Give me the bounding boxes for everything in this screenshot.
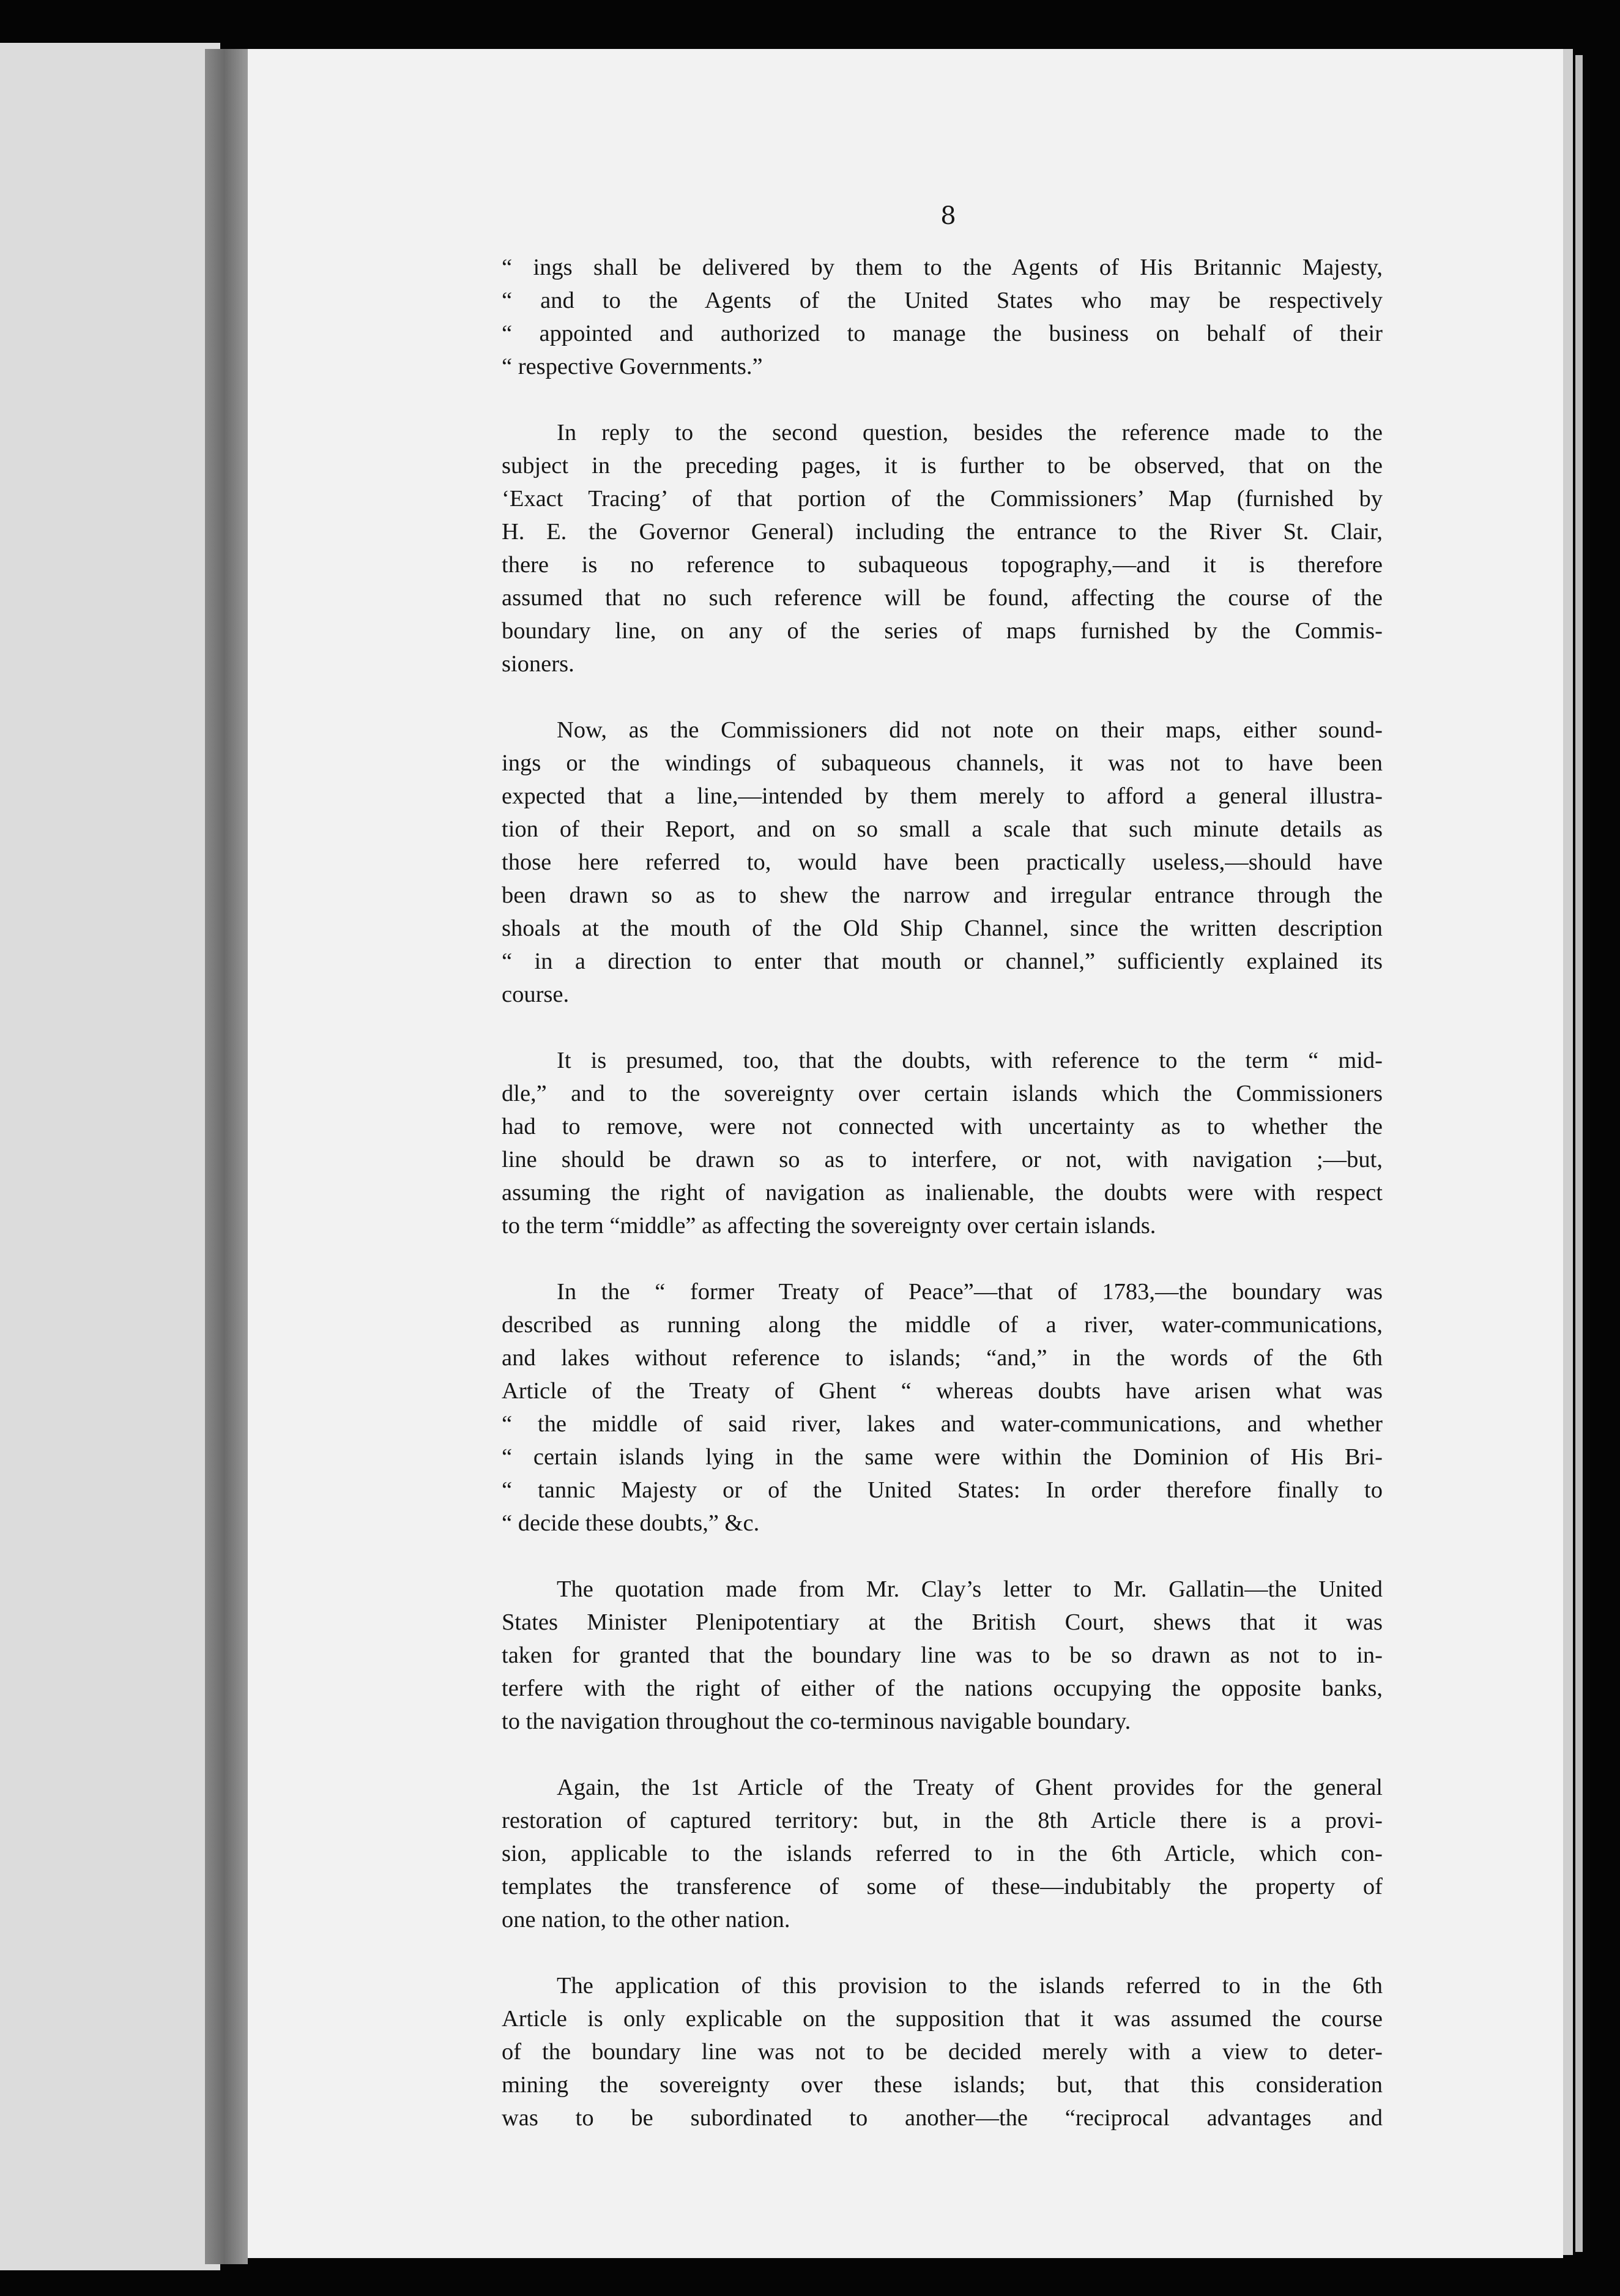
text-line: terfere with the right of either of the nations occupying the opposite banks, bbox=[502, 1675, 1383, 1701]
paragraph bbox=[502, 1275, 1383, 1540]
text-line: boundary line, on any of the series of maps furnished by the Commis- bbox=[502, 618, 1383, 644]
text-line: “ respective Governments.” bbox=[502, 354, 763, 379]
text-line: templates the transference of some of these—indubitably the property of bbox=[502, 1874, 1383, 1899]
text-line: was to be subordinated to another—the “reciprocal advantages and bbox=[502, 2105, 1383, 2131]
text-line: The application of this provision to the islands referred to in the 6th bbox=[557, 1973, 1383, 1999]
text-line: “ decide these doubts,” &c. bbox=[502, 1510, 760, 1536]
text-line: shoals at the mouth of the Old Ship Channel, since the written description bbox=[502, 915, 1383, 941]
paragraph bbox=[502, 251, 1383, 383]
text-line: been drawn so as to shew the narrow and irregular entrance through the bbox=[502, 882, 1383, 908]
text-line: “ certain islands lying in the same were within the Dominion of His Bri- bbox=[502, 1444, 1383, 1470]
page-edge bbox=[1575, 55, 1583, 2252]
text-line: In reply to the second question, besides the reference made to the bbox=[557, 420, 1383, 445]
book-gutter bbox=[205, 49, 248, 2264]
text-line: “ ings shall be delivered by them to the Agents of His Britannic Majesty, bbox=[502, 255, 1383, 280]
text-line: course. bbox=[502, 982, 570, 1007]
text-line: Article of the Treaty of Ghent “ whereas doubts have arisen what was bbox=[502, 1378, 1383, 1404]
text-line: those here referred to, would have been practically useless,—should have bbox=[502, 849, 1383, 875]
text-line: ‘Exact Tracing’ of that portion of the Commissioners’ Map (furnished by bbox=[502, 486, 1383, 512]
text-line: of the boundary line was not to be decided merely with a view to deter- bbox=[502, 2039, 1383, 2065]
text-line: there is no reference to subaqueous topography,—and it is therefore bbox=[502, 552, 1383, 578]
text-line: sioners. bbox=[502, 651, 574, 677]
text-line: dle,” and to the sovereignty over certain islands which the Commissioners bbox=[502, 1081, 1383, 1106]
text-line: “ in a direction to enter that mouth or channel,” sufficiently explained its bbox=[502, 949, 1383, 974]
text-line: subject in the preceding pages, it is further to be observed, that on the bbox=[502, 453, 1383, 479]
page-edge bbox=[1563, 49, 1573, 2255]
text-line: Again, the 1st Article of the Treaty of Ghent provides for the general bbox=[557, 1775, 1383, 1800]
text-line: to the term “middle” as affecting the sovereignty over certain islands. bbox=[502, 1213, 1156, 1239]
text-line: had to remove, were not connected with uncertainty as to whether the bbox=[502, 1114, 1383, 1139]
text-line: States Minister Plenipotentiary at the British Court, shews that it was bbox=[502, 1609, 1383, 1635]
text-line: Article is only explicable on the supposition that it was assumed the course bbox=[502, 2006, 1383, 2032]
text-line: tion of their Report, and on so small a scale that such minute details as bbox=[502, 816, 1383, 842]
text-line: “ and to the Agents of the United States who may be respectively bbox=[502, 288, 1383, 313]
text-line: “ appointed and authorized to manage the business on behalf of their bbox=[502, 321, 1383, 346]
text-line: line should be drawn so as to interfere, or not, with navigation ;—but, bbox=[502, 1147, 1383, 1172]
paragraph bbox=[502, 1969, 1383, 2134]
paragraph bbox=[502, 416, 1383, 680]
text-line: and lakes without reference to islands; “and,” in the words of the 6th bbox=[502, 1345, 1383, 1371]
text-line: assuming the right of navigation as inalienable, the doubts were with respect bbox=[502, 1180, 1383, 1206]
text-line: H. E. the Governor General) including the entrance to the River St. Clair, bbox=[502, 519, 1383, 545]
text-line: mining the sovereignty over these islands; but, that this consideration bbox=[502, 2072, 1383, 2098]
text-line: described as running along the middle of a river, water-communications, bbox=[502, 1312, 1383, 1338]
text-line: “ tannic Majesty or of the United States: In order therefore finally to bbox=[502, 1477, 1383, 1503]
text-line: ings or the windings of subaqueous channels, it was not to have been bbox=[502, 750, 1383, 776]
paragraph bbox=[502, 1771, 1383, 1936]
text-line: The quotation made from Mr. Clay’s letter to Mr. Gallatin—the United bbox=[557, 1576, 1383, 1602]
text-line: Now, as the Commissioners did not note on their maps, either sound- bbox=[557, 717, 1383, 743]
text-line: sion, applicable to the islands referred to in the 6th Article, which con- bbox=[502, 1841, 1383, 1866]
text-line: taken for granted that the boundary line was to be so drawn as not to in- bbox=[502, 1642, 1383, 1668]
text-line: to the navigation throughout the co-terminous navigable boundary. bbox=[502, 1709, 1131, 1734]
page-number: 8 bbox=[940, 202, 956, 230]
text-line: assumed that no such reference will be found, affecting the course of the bbox=[502, 585, 1383, 611]
text-line: expected that a line,—intended by them merely to afford a general illustra- bbox=[502, 783, 1383, 809]
text-line: It is presumed, too, that the doubts, with reference to the term “ mid- bbox=[557, 1048, 1383, 1073]
paragraph bbox=[502, 1573, 1383, 1738]
facing-page-edge bbox=[0, 43, 220, 2270]
text-line: one nation, to the other nation. bbox=[502, 1907, 790, 1933]
text-line: restoration of captured territory: but, in the 8th Article there is a provi- bbox=[502, 1808, 1383, 1833]
paragraph bbox=[502, 714, 1383, 1011]
text-line: “ the middle of said river, lakes and water-communications, and whether bbox=[502, 1411, 1383, 1437]
paragraph bbox=[502, 1044, 1383, 1242]
text-line: In the “ former Treaty of Peace”—that of 1783,—the boundary was bbox=[557, 1279, 1383, 1305]
body-text bbox=[502, 251, 1383, 2167]
